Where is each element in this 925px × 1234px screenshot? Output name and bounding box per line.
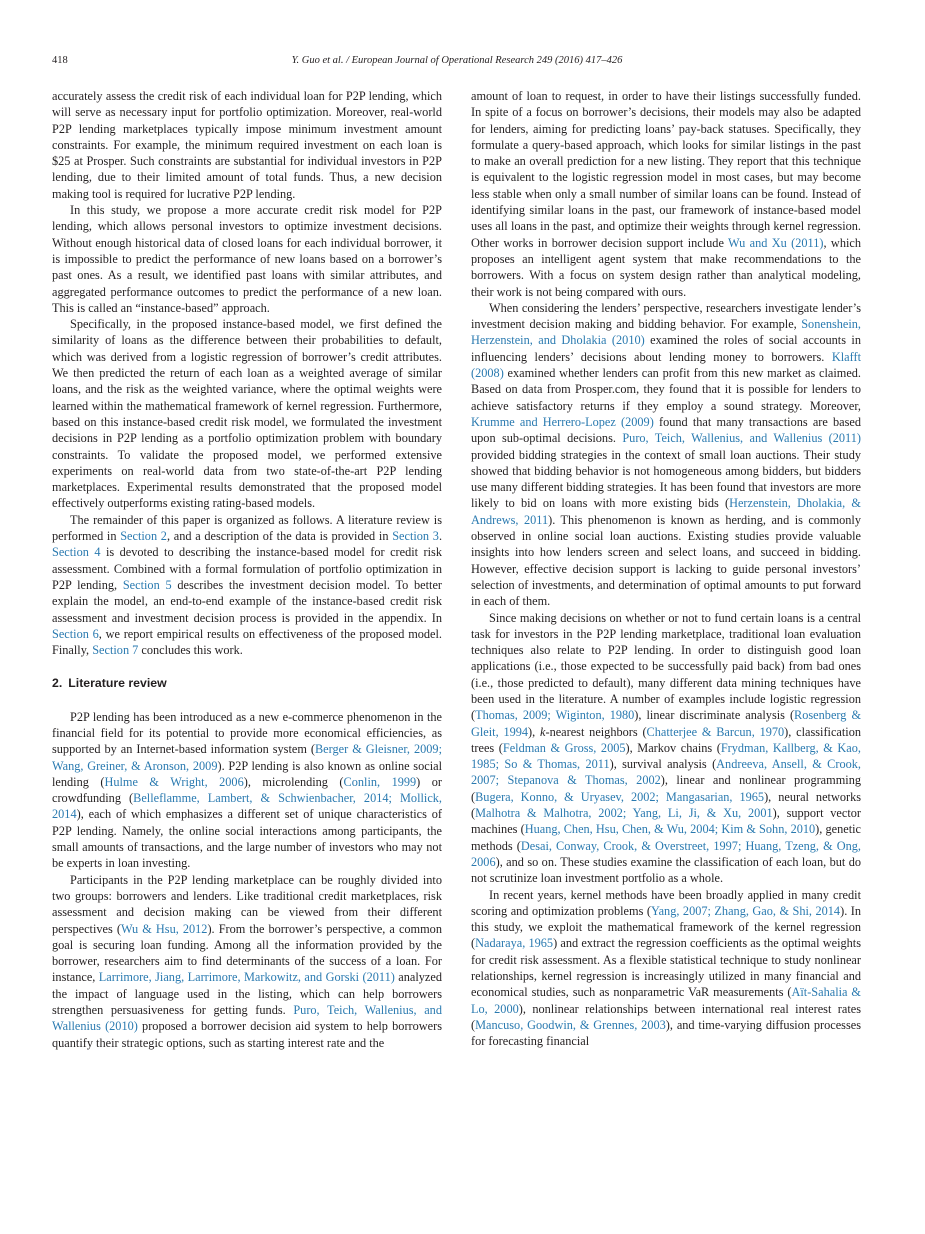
citation-link[interactable]: Wu and Xu (2011) (728, 235, 824, 250)
citation-link[interactable]: Desai, Conway, Crook, & Overstreet, 1997; Huang, Tzeng, & Ong, 2006 (471, 838, 862, 869)
section-number: 2. (52, 676, 63, 691)
citation-link[interactable]: Puro, Teich, Wallenius, and Wallenius (2010) (52, 1003, 442, 1034)
citation-link[interactable]: Rosenberg & Gleit, 1994 (471, 708, 862, 739)
section-link[interactable]: Section 5 (122, 577, 172, 592)
section-link[interactable]: Section 7 (92, 643, 139, 658)
paragraph: Since making decisions on whether or not to fund certain loans is a central task for investors in the P2P lending marketplace, traditional loan evaluation techniques also relate to P2P lending. In order to distinguish good loan applications (i.e., those expected to be successfully paid back) from bad ones (i.e., those predicted to default), many different data mining techniques have been used in the literature. A number of examples include logistic regression (Thomas, 2009; Wiginton, 1980), linear discriminate analysis (Rosenberg & Gleit, 1994), k-nearest neighbors (Chatterjee & Barcun, 1970), classification trees (Feldman & Gross, 2005), Markov chains (Frydman, Kallberg, & Kao, 1985; So & Thomas, 2011), survival analysis (Andreeva, Ansell, & Crook, 2007; Stepanova & Thomas, 2002), linear and nonlinear programming (Bugera, Konno, & Uryasev, 2002; Mangasarian, 1965), neural networks (Malhotra & Malhotra, 2002; Yang, Li, Ji, & Xu, 2001), support vector machines (Huang, Chen, Hsu, Chen, & Wu, 2004; Kim & Sohn, 2010), genetic methods (Desai, Conway, Crook, & Overstreet, 1997; Huang, Tzeng, & Ong, 2006), and so on. These studies examine the classification of each loan, but do not scrutinize loan investment portfolio as a whole. (471, 610, 862, 886)
citation-link[interactable]: Chatterjee & Barcun, 1970 (646, 724, 785, 739)
citation-link[interactable]: Mancuso, Goodwin, & Grennes, 2003 (475, 1017, 666, 1032)
citation-link[interactable]: Malhotra & Malhotra, 2002; Yang, Li, Ji, & Xu, 2001 (475, 806, 773, 821)
section-link[interactable]: Section 3 (392, 529, 439, 544)
paragraph: The remainder of this paper is organized as follows. A literature review is performed in Section 2, and a description of the data is provided in Section 3. Section 4 is devoted to describing the instance-based model for credit risk assessment. Combined with a formal formulation of portfolio optimization in P2P lending, Section 5 describes the investment decision model. To better explain the model, an end-to-end example of the instance-based credit risk assessment and investment decision process is provided in the appendix. In Section 6, we report empirical results on effectiveness of the proposed model. Finally, Section 7 concludes this work. (52, 512, 443, 658)
paragraph: In this study, we propose a more accurate credit risk model for P2P lending, which allows personal investors to optimize investment decisions. Without enough historical data of closed loans for each individual borrower, it is impossible to predict the performance of new loans based on a borrower’s past ones. As a result, we identified past loans with similar attributes, and aggregated performance outcomes to predict the performance of a new loan. This is called an “instance-based” approach. (52, 203, 442, 315)
citation-link[interactable]: Bugera, Konno, & Uryasev, 2002; Mangasarian, 1965 (475, 789, 765, 804)
citation-link[interactable]: Krumme and Herrero-Lopez (2009) (471, 414, 654, 429)
paragraph: accurately assess the credit risk of each individual loan for P2P lending, which will serve as necessary input for portfolio optimization. Moreover, real-world P2P lending marketplaces typically impose minimum investment amount constraints. For example, the minimum required investment on each loan is $25 at Prosper. Such constraints are substantial for individual investors in P2P lending, due to their limited amount of total funds. Thus, a new decision making tool is required for lucrative P2P lending. (52, 89, 442, 201)
citation-link[interactable]: Huang, Chen, Hsu, Chen, & Wu, 2004; Kim & Sohn, 2010 (524, 822, 816, 837)
paragraph: amount of loan to request, in order to have their listings successfully funded. In spite of a focus on borrower’s decisions, their models may also be adapted for lenders, aiming for predicting loans’ pay-back statuses. Specifically, they formulate a query-based approach, which looks for similar listings in the past to make an overall prediction for a new listing. They report that this technique is equivalent to the logistic regression model in most cases, but may become less stable when only a small number of similar loans can be found. Instead of identifying similar loans in the past, our framework of instance-based model uses all loans in the past, and optimize their weights through kernel regression. Other works in borrower decision support include Wu and Xu (2011), which proposes an intelligent agent system that make recommendations to the borrowers. With a focus on system design rather than analytical modeling, their work is not being compared with ours. (471, 89, 861, 299)
section-title: Literature review (68, 676, 167, 691)
citation-link[interactable]: Hulme & Wright, 2006 (104, 774, 244, 789)
citation-link[interactable]: Herzenstein, Dholakia, & Andrews, 2011 (471, 496, 861, 527)
citation-link[interactable]: Puro, Teich, Wallenius, and Wallenius (2011) (622, 431, 861, 446)
paragraph: Specifically, in the proposed instance-based model, we first defined the similarity of loans as the difference between their probabilities to default, which was derived from a logistic regression of borrower’s credit attributes. We then predicted the return of each loan as a weighted average of similar loans, and the risk as the weighted variance, where the optimal weights were learned within the mathematical framework of kernel regression. Furthermore, based on this instance-based credit risk model, we formulated the investment decisions in P2P lending as a portfolio optimization problem with boundary constraints. To validate the proposed model, we performed extensive experiments on real-world data from two state-of-the-art P2P lending marketplaces. Experimental results demonstrated that the proposed model effectively outperforms existing rating-based models. (52, 317, 442, 511)
section-link[interactable]: Section 6 (52, 626, 99, 641)
citation-link[interactable]: Feldman & Gross, 2005 (502, 740, 626, 755)
citation-link[interactable]: Andreeva, Ansell, & Crook, 2007; Stepanova & Thomas, 2002 (471, 757, 861, 788)
citation-link[interactable]: Conlin, 1999 (343, 774, 417, 789)
section-link[interactable]: Section 2 (120, 529, 167, 544)
paragraph: P2P lending has been introduced as a new e-commerce phenomenon in the financial field for its potential to provide more economical efficiencies, as supported by an Internet-based information system (Berger & Gleisner, 2009; Wang, Greiner, & Aronson, 2009). P2P lending is also known as online social lending (Hulme & Wright, 2006), microlending (Conlin, 1999) or crowdfunding (Belleflamme, Lambert, & Schwienbacher, 2014; Mollick, 2014), each of which emphasizes a different set of unique characteristics of P2P lending. Namely, the online social interactions among participants, the small amounts of transactions, and the large number of investors who may not be experts in loan investing. (52, 709, 443, 871)
citation-link[interactable]: Aït-Sahalia & Lo, 2000 (471, 985, 861, 1016)
citation-link[interactable]: Larrimore, Jiang, Larrimore, Markowitz, and Gorski (2011) (98, 970, 395, 985)
citation-link[interactable]: Nadaraya, 1965 (475, 936, 554, 951)
citation-link[interactable]: Klafft (2008) (471, 349, 861, 381)
citation-link[interactable]: Thomas, 2009; Wiginton, 1980 (475, 708, 635, 723)
section-link[interactable]: Section 4 (52, 545, 101, 560)
paragraph: In recent years, kernel methods have been broadly applied in many credit scoring and optimization problems (Yang, 2007; Zhang, Gao, & Shi, 2014). In this study, we exploit the mathematical framework of the kernel regression (Nadaraya, 1965) and extract the regression coefficients as the optimal weights for credit risk assessment. As a flexible statistical technique to study nonlinear relationships, kernel regression is increasingly utilized in many financial and economical studies, such as nonparametric VaR measurements (Aït-Sahalia & Lo, 2000), nonlinear relationships between international real interest rates (Mancuso, Goodwin, & Grennes, 2003), and time-varying diffusion processes for forecasting financial (471, 887, 862, 1049)
page-header (52, 55, 862, 71)
citation-link[interactable]: Berger & Gleisner, 2009; Wang, Greiner, & Aronson, 2009 (52, 742, 443, 773)
paragraph: When considering the lenders’ perspective, researchers investigate lender’s investment decision making and bidding behavior. For example, Sonenshein, Herzenstein, and Dholakia (2010) examined the roles of social accounts in influencing lenders’ decisions about lending money to borrowers. Klafft (2008) examined whether lenders can profit from this new market as claimed. Based on data from Prosper.com, they found that it is possible for lenders to achieve satisfactory returns if they employ a sound strategy. Moreover, Krumme and Herrero-Lopez (2009) found that many transactions are based upon sub-optimal decisions. Puro, Teich, Wallenius, and Wallenius (2011) provided bidding strategies in the context of small loan auctions. Their study showed that bidding behavior is not homogeneous among bidders, but bidders use many different bidding strategies. It has been found that investors are more likely to bid on loans with more existing bids (Herzenstein, Dholakia, & Andrews, 2011). This phenomenon is known as herding, and is commonly observed in online social loan auctions. Existing studies provide valuable insights into how lenders screen and select loans, and succeed in bidding. However, effective decision support is lacking to guide personal investors’ selection of investments, and determination of optimal amounts to put forward in each of them. (471, 300, 862, 609)
section-heading (52, 675, 442, 691)
citation-link[interactable]: Sonenshein, Herzenstein, and Dholakia (2010) (471, 317, 861, 348)
page-number: 418 (52, 55, 68, 66)
left-column (52, 88, 442, 1051)
citation-link[interactable]: Belleflamme, Lambert, & Schwienbacher, 2014; Mollick, 2014 (52, 791, 442, 822)
citation-link[interactable]: Wu & Hsu, 2012 (120, 921, 208, 936)
paragraph: Participants in the P2P lending marketplace can be roughly divided into two groups: borrowers and lenders. Like traditional credit marketplaces, risk assessment and decision making can be viewed from their different perspectives (Wu & Hsu, 2012). From the borrower’s perspective, a common goal is securing loan funding. Among all the information provided by the borrower, researchers aim to find determinants of the success of a loan. For instance, Larrimore, Jiang, Larrimore, Markowitz, and Gorski (2011) analyzed the impact of language used in the listing, which can help borrowers strengthen persuasiveness for getting funds. Puro, Teich, Wallenius, and Wallenius (2010) proposed a borrower decision aid system to help borrowers quantify their strategic options, such as starting interest rate and the (52, 872, 442, 1050)
citation-link[interactable]: Frydman, Kallberg, & Kao, 1985; So & Thomas, 2011 (471, 740, 861, 772)
citation-link[interactable]: Yang, 2007; Zhang, Gao, & Shi, 2014 (650, 903, 841, 918)
right-column (471, 88, 861, 1050)
running-head: Y. Guo et al. / European Journal of Operational Research 249 (2016) 417–426 (291, 55, 623, 66)
